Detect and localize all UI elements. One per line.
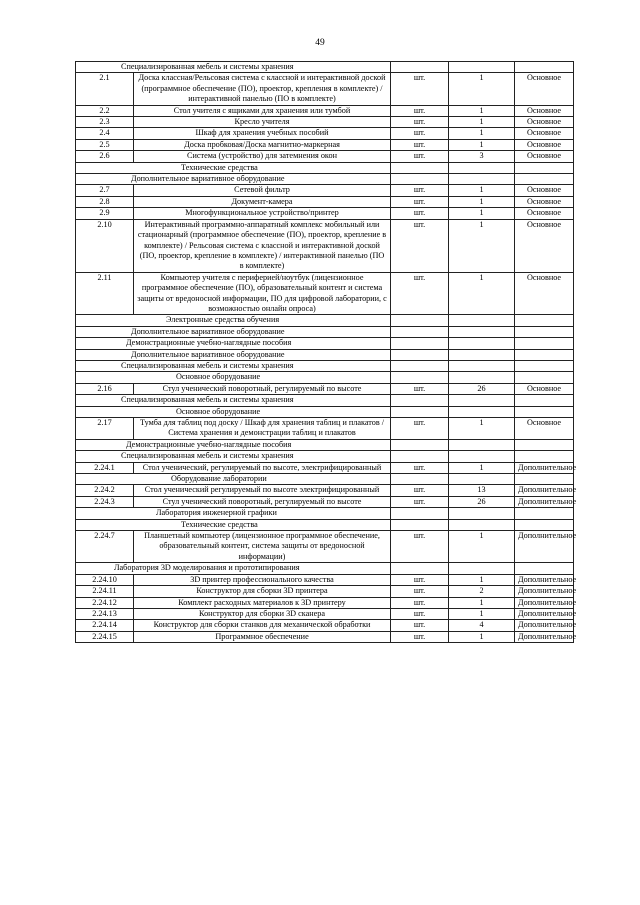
item-type: Дополнительное <box>515 531 574 563</box>
item-number: 2.24.13 <box>76 608 134 619</box>
table-row <box>76 208 574 219</box>
section-title: Дополнительное вариативное оборудование <box>76 174 391 185</box>
item-type: Дополнительное <box>515 631 574 642</box>
item-quantity: 1 <box>449 219 515 272</box>
item-quantity: 1 <box>449 462 515 473</box>
section-header-row <box>76 563 574 574</box>
empty-cell <box>391 519 449 530</box>
empty-cell <box>515 508 574 519</box>
item-number: 2.1 <box>76 73 134 105</box>
table-row <box>76 139 574 150</box>
section-header-row <box>76 439 574 450</box>
table-row <box>76 117 574 128</box>
item-quantity: 1 <box>449 128 515 139</box>
item-number: 2.24.7 <box>76 531 134 563</box>
item-type: Основное <box>515 151 574 162</box>
item-type: Дополнительное <box>515 496 574 507</box>
item-quantity: 1 <box>449 196 515 207</box>
empty-cell <box>449 395 515 406</box>
item-number: 2.24.3 <box>76 496 134 507</box>
section-title: Оборудование лаборатории <box>76 474 391 485</box>
item-name: Планшетный компьютер (лицензионное программное обеспечение, образовательный контент, система защиты от вредоносной информации) <box>134 531 391 563</box>
item-quantity: 2 <box>449 586 515 597</box>
section-header-row <box>76 372 574 383</box>
item-type: Основное <box>515 73 574 105</box>
empty-cell <box>449 338 515 349</box>
item-number: 2.9 <box>76 208 134 219</box>
item-quantity: 1 <box>449 418 515 440</box>
item-unit: шт. <box>391 128 449 139</box>
item-unit: шт. <box>391 586 449 597</box>
item-name: Тумба для таблиц под доску / Шкаф для хранения таблиц и плакатов / Система хранения и демонстрации таблиц и плакатов <box>134 418 391 440</box>
section-title: Электронные средства обучения <box>76 315 391 326</box>
item-unit: шт. <box>391 272 449 315</box>
item-number: 2.3 <box>76 117 134 128</box>
item-type: Дополнительное <box>515 462 574 473</box>
page-number: 49 <box>315 38 325 48</box>
item-name: Документ-камера <box>134 196 391 207</box>
table-row <box>76 219 574 272</box>
item-unit: шт. <box>391 485 449 496</box>
item-number: 2.7 <box>76 185 134 196</box>
section-header-row <box>76 451 574 462</box>
empty-cell <box>515 62 574 73</box>
empty-cell <box>391 474 449 485</box>
empty-cell <box>449 508 515 519</box>
empty-cell <box>449 326 515 337</box>
section-header-row <box>76 338 574 349</box>
item-name: Компьютер учителя с периферией/ноутбук (лицензионное программное обеспечение (ПО), образовательный контент и система защиты от вредоносной информации, ПО для цифровой лаборатории, с возможностью онлайн опроса) <box>134 272 391 315</box>
empty-cell <box>515 349 574 360</box>
equipment-table <box>75 61 577 643</box>
empty-cell <box>391 563 449 574</box>
empty-cell <box>391 315 449 326</box>
item-name: Стол ученический регулируемый по высоте электрифицированный <box>134 485 391 496</box>
table-row <box>76 586 574 597</box>
empty-cell <box>391 174 449 185</box>
empty-cell <box>449 174 515 185</box>
empty-cell <box>391 451 449 462</box>
section-header-row <box>76 508 574 519</box>
table-row <box>76 574 574 585</box>
empty-cell <box>391 349 449 360</box>
section-header-row <box>76 62 574 73</box>
empty-cell <box>391 508 449 519</box>
section-title: Дополнительное вариативное оборудование <box>76 349 391 360</box>
item-type: Дополнительное <box>515 586 574 597</box>
item-type: Дополнительное <box>515 608 574 619</box>
table-row <box>76 73 574 105</box>
item-name: Кресло учителя <box>134 117 391 128</box>
table-row <box>76 272 574 315</box>
item-type: Дополнительное <box>515 574 574 585</box>
empty-cell <box>515 360 574 371</box>
item-quantity: 1 <box>449 73 515 105</box>
item-unit: шт. <box>391 151 449 162</box>
empty-cell <box>515 451 574 462</box>
section-title: Дополнительное вариативное оборудование <box>76 326 391 337</box>
item-name: Доска пробковая/Доска магнитно-маркерная <box>134 139 391 150</box>
item-number: 2.5 <box>76 139 134 150</box>
item-unit: шт. <box>391 105 449 116</box>
item-name: Программное обеспечение <box>134 631 391 642</box>
section-header-row <box>76 315 574 326</box>
section-title: Специализированная мебель и системы хранения <box>76 360 391 371</box>
item-name: Конструктор для сборки 3D принтера <box>134 586 391 597</box>
section-header-row <box>76 162 574 173</box>
item-quantity: 1 <box>449 531 515 563</box>
item-number: 2.10 <box>76 219 134 272</box>
empty-cell <box>449 162 515 173</box>
item-name: Шкаф для хранения учебных пособий <box>134 128 391 139</box>
section-header-row <box>76 349 574 360</box>
item-type: Основное <box>515 272 574 315</box>
item-number: 2.24.15 <box>76 631 134 642</box>
empty-cell <box>391 360 449 371</box>
section-header-row <box>76 406 574 417</box>
item-number: 2.2 <box>76 105 134 116</box>
item-quantity: 4 <box>449 620 515 631</box>
table-row <box>76 151 574 162</box>
table-row <box>76 105 574 116</box>
empty-cell <box>515 372 574 383</box>
item-number: 2.24.2 <box>76 485 134 496</box>
empty-cell <box>391 338 449 349</box>
item-quantity: 1 <box>449 631 515 642</box>
item-unit: шт. <box>391 531 449 563</box>
empty-cell <box>515 162 574 173</box>
item-type: Основное <box>515 418 574 440</box>
empty-cell <box>515 563 574 574</box>
section-header-row <box>76 519 574 530</box>
item-unit: шт. <box>391 196 449 207</box>
empty-cell <box>515 338 574 349</box>
item-name: Интерактивный программно-аппаратный комплекс мобильный или стационарный (программное обеспечение (ПО), проектор, крепление в комплекте) / Рельсовая система с классной и интерактивной доской (ПО, проектор, крепление в комплекте) / интерактивной панелью (ПО в комплекте) <box>134 219 391 272</box>
item-type: Дополнительное <box>515 597 574 608</box>
item-unit: шт. <box>391 73 449 105</box>
item-name: Конструктор для сборки 3D сканера <box>134 608 391 619</box>
table-row <box>76 608 574 619</box>
empty-cell <box>515 395 574 406</box>
item-quantity: 1 <box>449 117 515 128</box>
empty-cell <box>449 360 515 371</box>
empty-cell <box>391 395 449 406</box>
table-row <box>76 597 574 608</box>
empty-cell <box>449 315 515 326</box>
empty-cell <box>449 349 515 360</box>
item-name: Комплект расходных материалов к 3D принтеру <box>134 597 391 608</box>
section-header-row <box>76 360 574 371</box>
item-number: 2.24.10 <box>76 574 134 585</box>
item-number: 2.24.1 <box>76 462 134 473</box>
item-number: 2.24.11 <box>76 586 134 597</box>
item-type: Основное <box>515 105 574 116</box>
empty-cell <box>515 439 574 450</box>
item-quantity: 1 <box>449 272 515 315</box>
item-unit: шт. <box>391 608 449 619</box>
item-unit: шт. <box>391 208 449 219</box>
section-title: Основное оборудование <box>76 406 391 417</box>
empty-cell <box>449 563 515 574</box>
item-type: Основное <box>515 196 574 207</box>
item-name: Стул ученический поворотный, регулируемый по высоте <box>134 496 391 507</box>
empty-cell <box>515 315 574 326</box>
item-type: Основное <box>515 128 574 139</box>
empty-cell <box>391 62 449 73</box>
table-row <box>76 462 574 473</box>
empty-cell <box>449 451 515 462</box>
item-name: Доска классная/Рельсовая система с классной и интерактивной доской (программное обеспечение (ПО), проектор, крепления в комплекте) / интерактивной панелью (ПО в комплекте) <box>134 73 391 105</box>
item-number: 2.17 <box>76 418 134 440</box>
empty-cell <box>391 162 449 173</box>
table-row <box>76 620 574 631</box>
table-row <box>76 531 574 563</box>
empty-cell <box>449 439 515 450</box>
item-number: 2.16 <box>76 383 134 394</box>
item-quantity: 1 <box>449 597 515 608</box>
section-header-row <box>76 395 574 406</box>
item-type: Основное <box>515 117 574 128</box>
item-quantity: 26 <box>449 383 515 394</box>
item-type: Основное <box>515 383 574 394</box>
item-type: Дополнительное <box>515 620 574 631</box>
table-row <box>76 418 574 440</box>
empty-cell <box>515 519 574 530</box>
section-title: Лаборатория 3D моделирования и прототипирования <box>76 563 391 574</box>
item-name: Стол учителя с ящиками для хранения или тумбой <box>134 105 391 116</box>
item-name: Система (устройство) для затемнения окон <box>134 151 391 162</box>
table-row <box>76 128 574 139</box>
item-number: 2.4 <box>76 128 134 139</box>
section-header-row <box>76 474 574 485</box>
section-title: Специализированная мебель и системы хранения <box>76 395 391 406</box>
section-title: Специализированная мебель и системы хранения <box>76 451 391 462</box>
item-name: 3D принтер профессионального качества <box>134 574 391 585</box>
empty-cell <box>391 326 449 337</box>
section-title: Основное оборудование <box>76 372 391 383</box>
item-unit: шт. <box>391 462 449 473</box>
item-number: 2.24.14 <box>76 620 134 631</box>
item-unit: шт. <box>391 117 449 128</box>
table-row <box>76 196 574 207</box>
item-name: Многофункциональное устройство/принтер <box>134 208 391 219</box>
empty-cell <box>449 372 515 383</box>
item-type: Основное <box>515 139 574 150</box>
item-quantity: 1 <box>449 139 515 150</box>
table-row <box>76 485 574 496</box>
item-unit: шт. <box>391 597 449 608</box>
item-name: Стул ученический поворотный, регулируемый по высоте <box>134 383 391 394</box>
section-title: Технические средства <box>76 162 391 173</box>
empty-cell <box>515 474 574 485</box>
item-unit: шт. <box>391 620 449 631</box>
item-unit: шт. <box>391 219 449 272</box>
item-unit: шт. <box>391 631 449 642</box>
item-quantity: 1 <box>449 574 515 585</box>
item-quantity: 1 <box>449 608 515 619</box>
item-number: 2.8 <box>76 196 134 207</box>
item-number: 2.6 <box>76 151 134 162</box>
section-title: Демонстрационные учебно-наглядные пособия <box>76 439 391 450</box>
item-quantity: 1 <box>449 105 515 116</box>
table-row <box>76 496 574 507</box>
empty-cell <box>449 474 515 485</box>
item-type: Основное <box>515 208 574 219</box>
section-header-row <box>76 326 574 337</box>
item-name: Стол ученический, регулируемый по высоте, электрифицированный <box>134 462 391 473</box>
item-type: Дополнительное <box>515 485 574 496</box>
empty-cell <box>515 174 574 185</box>
item-unit: шт. <box>391 139 449 150</box>
item-unit: шт. <box>391 574 449 585</box>
table-row <box>76 383 574 394</box>
empty-cell <box>515 326 574 337</box>
item-unit: шт. <box>391 496 449 507</box>
item-name: Сетевой фильтр <box>134 185 391 196</box>
empty-cell <box>449 519 515 530</box>
item-number: 2.24.12 <box>76 597 134 608</box>
empty-cell <box>391 439 449 450</box>
item-type: Основное <box>515 185 574 196</box>
item-type: Основное <box>515 219 574 272</box>
section-title: Технические средства <box>76 519 391 530</box>
section-title: Демонстрационные учебно-наглядные пособия <box>76 338 391 349</box>
item-quantity: 1 <box>449 208 515 219</box>
empty-cell <box>449 406 515 417</box>
item-quantity: 1 <box>449 185 515 196</box>
section-header-row <box>76 174 574 185</box>
empty-cell <box>391 406 449 417</box>
table-row <box>76 185 574 196</box>
item-unit: шт. <box>391 418 449 440</box>
item-number: 2.11 <box>76 272 134 315</box>
empty-cell <box>391 372 449 383</box>
empty-cell <box>515 406 574 417</box>
item-unit: шт. <box>391 383 449 394</box>
section-title: Лаборатория инженерной графики <box>76 508 391 519</box>
item-quantity: 26 <box>449 496 515 507</box>
table-row <box>76 631 574 642</box>
empty-cell <box>449 62 515 73</box>
item-unit: шт. <box>391 185 449 196</box>
item-quantity: 13 <box>449 485 515 496</box>
item-name: Конструктор для сборки станков для механической обработки <box>134 620 391 631</box>
item-quantity: 3 <box>449 151 515 162</box>
section-title: Специализированная мебель и системы хранения <box>76 62 391 73</box>
